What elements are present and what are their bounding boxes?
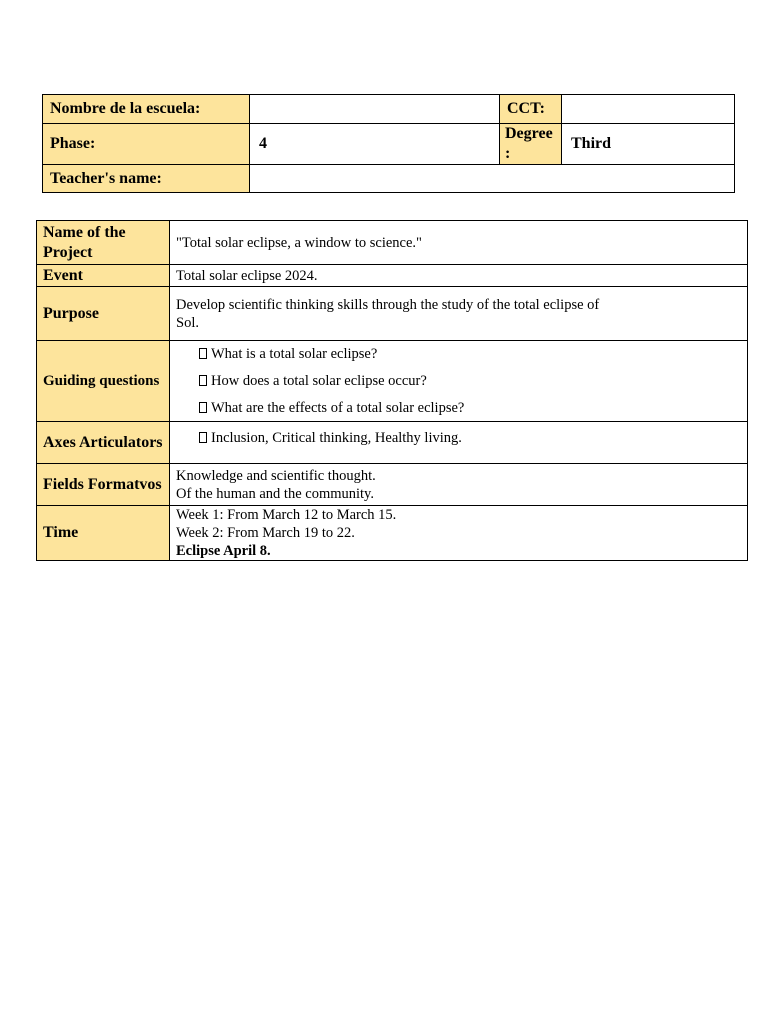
fields-line: Knowledge and scientific thought. — [176, 467, 376, 484]
fields-label: Fields Formatvos — [37, 464, 170, 506]
event-label: Event — [37, 265, 170, 287]
eclipse-date: Eclipse April 8. — [176, 543, 271, 559]
degree-value: Third — [562, 124, 735, 165]
list-item: What are the effects of a total solar eclipse? — [199, 399, 747, 417]
time-line: Week 1: From March 12 to March 15. — [176, 507, 397, 523]
purpose-label: Purpose — [37, 287, 170, 341]
cct-label: CCT: — [500, 95, 562, 124]
axes-value — [170, 422, 748, 464]
checkbox-bullet-icon — [199, 402, 207, 413]
project-name-label: Name of the Project — [37, 221, 170, 265]
purpose-line: Sol. — [176, 314, 199, 331]
school-name-label: Nombre de la escuela: — [43, 95, 250, 124]
checkbox-bullet-icon — [199, 375, 207, 386]
phase-label: Phase: — [43, 124, 250, 165]
time-line: Week 2: From March 19 to 22. — [176, 525, 355, 541]
purpose-line: Develop scientific thinking skills through the study of the total eclipse of — [176, 296, 600, 313]
list-item: Inclusion, Critical thinking, Healthy living. — [199, 429, 747, 447]
list-item: How does a total solar eclipse occur? — [199, 372, 747, 390]
guiding-questions-label: Guiding questions — [37, 341, 170, 422]
cct-value — [562, 95, 735, 124]
teacher-name-value — [250, 165, 735, 193]
school-name-value — [250, 95, 500, 124]
guiding-questions-list — [176, 345, 747, 417]
project-name-value: "Total solar eclipse, a window to science." — [170, 221, 748, 265]
time-value — [170, 506, 748, 561]
fields-line: Of the human and the community. — [176, 485, 374, 502]
school-info-table — [42, 94, 735, 193]
teacher-name-label: Teacher's name: — [43, 165, 250, 193]
axes-list — [176, 429, 747, 447]
checkbox-bullet-icon — [199, 432, 207, 443]
event-value: Total solar eclipse 2024. — [170, 265, 748, 287]
time-label: Time — [37, 506, 170, 561]
project-table — [36, 220, 748, 561]
guiding-questions-value — [170, 341, 748, 422]
axes-label: Axes Articulators — [37, 422, 170, 464]
fields-value — [170, 464, 748, 506]
phase-value: 4 — [250, 124, 500, 165]
degree-label: Degree : — [500, 124, 562, 165]
purpose-value — [170, 287, 748, 341]
checkbox-bullet-icon — [199, 348, 207, 359]
list-item: What is a total solar eclipse? — [199, 345, 747, 363]
